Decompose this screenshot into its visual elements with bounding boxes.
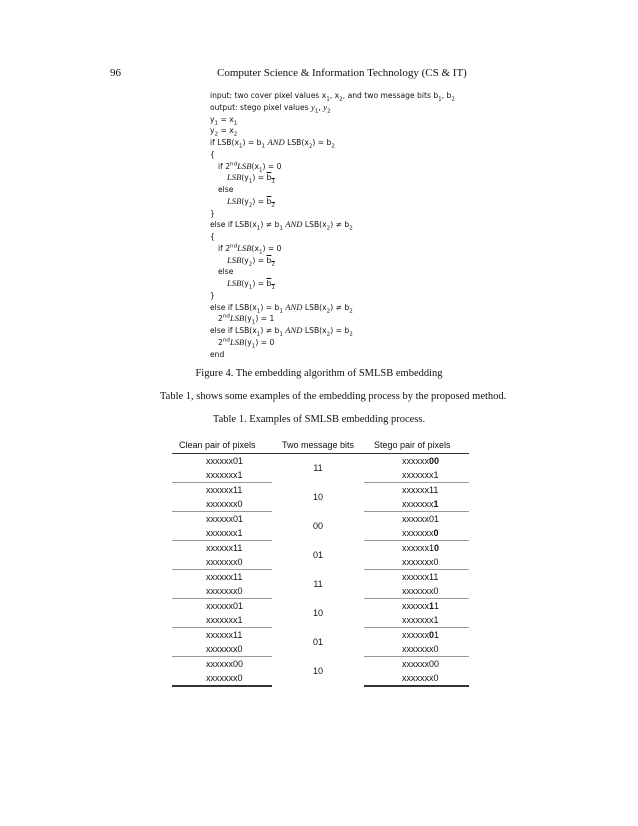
algo-line: $y_2 = x_2$ bbox=[210, 126, 238, 138]
algo-line: else if $LSB(x_1) \ne b_1$ AND $LSB(x_2) = b_2$ bbox=[210, 325, 353, 338]
stego-pixel-cell: xxxxxxx0 bbox=[364, 584, 469, 599]
algo-input-line: input: two cover pixel values $x_1$, $x_2$, and two message bits $b_1$, $b_2$ bbox=[210, 91, 455, 103]
algo-line: $y_1 = x_1$ bbox=[210, 114, 238, 127]
column-header: Clean pair of pixels bbox=[172, 436, 272, 454]
stego-pixel-cell: xxxxxxx1 bbox=[364, 497, 469, 512]
running-head: Computer Science & Information Technology (CS & IT) bbox=[217, 67, 467, 79]
clean-pixel-cell: xxxxxx01 bbox=[206, 456, 244, 466]
algo-line: else if $LSB(x_1) \ne b_1$ AND $LSB(x_2) \ne b_2$ bbox=[210, 219, 353, 232]
algo-line: if $LSB(x_1) = b_1$ AND $LSB(x_2) = b_2$ bbox=[210, 137, 335, 150]
algo-line: if $2ndLSB(x_1) = 0$ bbox=[218, 160, 282, 174]
clean-pixel-cell: xxxxxxx0 bbox=[172, 497, 272, 512]
table-row bbox=[172, 454, 469, 469]
table-row bbox=[172, 599, 469, 614]
table-row bbox=[172, 628, 469, 643]
stego-pixel-cell: xxxxxxx0 bbox=[364, 642, 469, 657]
algorithm-block bbox=[210, 90, 455, 360]
clean-pixel-cell: xxxxxx01 bbox=[206, 601, 244, 611]
table-body bbox=[172, 454, 469, 687]
algo-line: else bbox=[218, 267, 234, 277]
algo-line: } bbox=[210, 290, 215, 300]
page-number: 96 bbox=[110, 67, 121, 79]
changed-bits: 0 bbox=[429, 630, 435, 640]
message-bits-cell: 10 bbox=[312, 492, 323, 502]
algo-line: $LSB(y_2) = b_2$ bbox=[227, 195, 275, 209]
message-bits-cell: 11 bbox=[313, 463, 323, 474]
changed-bits: 0 bbox=[433, 528, 439, 538]
algo-line: { bbox=[210, 232, 215, 241]
table-row bbox=[172, 512, 469, 527]
message-bits-cell: 01 bbox=[312, 637, 323, 647]
smlsb-examples-table bbox=[172, 436, 469, 687]
algo-line: $2ndLSB(y_1) = 1$ bbox=[218, 313, 275, 326]
clean-pixel-cell: xxxxxxx0 bbox=[172, 671, 272, 686]
clean-pixel-cell: xxxxxxx1 bbox=[172, 468, 272, 483]
table-row bbox=[172, 541, 469, 556]
column-header: Stego pair of pixels bbox=[364, 436, 469, 454]
message-bits-cell: 10 bbox=[312, 666, 323, 677]
stego-pixel-cell: xxxxxx10 bbox=[402, 543, 440, 553]
stego-pixel-cell: xxxxxxx0 bbox=[364, 555, 469, 570]
table-row bbox=[172, 483, 469, 498]
clean-pixel-cell: xxxxxx01 bbox=[206, 514, 244, 524]
algo-line: } bbox=[210, 208, 215, 218]
clean-pixel-cell: xxxxxx11 bbox=[206, 485, 243, 495]
column-header: Two message bits bbox=[272, 436, 364, 454]
stego-pixel-cell: xxxxxx01 bbox=[402, 630, 440, 640]
clean-pixel-cell: xxxxxx11 bbox=[206, 630, 243, 640]
clean-pixel-cell: xxxxxx11 bbox=[206, 572, 243, 582]
algo-line: $2ndLSB(y_1) = 0$ bbox=[218, 336, 275, 350]
clean-pixel-cell: xxxxxxx0 bbox=[172, 555, 272, 570]
body-paragraph: Table 1, shows some examples of the embedding process by the proposed method. bbox=[160, 391, 507, 402]
algo-line: $LSB(y_2) = b_2$ bbox=[227, 254, 275, 268]
clean-pixel-cell: xxxxxxx0 bbox=[172, 584, 272, 599]
algo-line: if $2ndLSB(x_1) = 0$ bbox=[218, 242, 282, 256]
stego-pixel-cell: xxxxxxx1 bbox=[364, 468, 469, 483]
algo-line: else bbox=[218, 185, 234, 194]
changed-bits: 1 bbox=[429, 601, 435, 611]
stego-pixel-cell: xxxxxx00 bbox=[402, 456, 440, 466]
table-row bbox=[172, 657, 469, 672]
algo-output-line: output: stego pixel values $y_1$, $y_2$ bbox=[210, 101, 331, 115]
algo-line: $LSB(y_1) = b_1$ bbox=[227, 278, 275, 291]
stego-pixel-cell: xxxxxxx0 bbox=[364, 526, 469, 541]
algo-line: { bbox=[210, 149, 215, 159]
figure-caption: Figure 4. The embedding algorithm of SMLSB embedding bbox=[195, 368, 443, 379]
clean-pixel-cell: xxxxxxx1 bbox=[172, 613, 272, 628]
stego-pixel-cell: xxxxxx11 bbox=[402, 601, 440, 611]
clean-pixel-cell: xxxxxx11 bbox=[206, 543, 243, 553]
algo-line: end bbox=[210, 349, 225, 359]
message-bits-cell: 00 bbox=[312, 521, 323, 531]
message-bits-cell: 01 bbox=[312, 550, 323, 560]
clean-pixel-cell: xxxxxxx0 bbox=[172, 642, 272, 657]
stego-pixel-cell: xxxxxx11 bbox=[402, 485, 439, 495]
algo-line: else if $LSB(x_1) = b_1$ AND $LSB(x_2) \ne b_2$ bbox=[210, 301, 353, 315]
changed-bits: 0 bbox=[434, 543, 440, 553]
algo-line: $LSB(y_1) = b_1$ bbox=[227, 172, 275, 185]
stego-pixel-cell: xxxxxx01 bbox=[402, 514, 440, 524]
table-caption: Table 1. Examples of SMLSB embedding process. bbox=[212, 414, 426, 425]
message-bits-cell: 11 bbox=[313, 579, 323, 589]
message-bits-cell: 10 bbox=[312, 608, 323, 618]
table-row bbox=[172, 570, 469, 585]
stego-pixel-cell: xxxxxx00 bbox=[402, 659, 440, 669]
table-header-row bbox=[172, 436, 469, 454]
clean-pixel-cell: xxxxxxx1 bbox=[172, 526, 272, 541]
stego-pixel-cell: xxxxxx11 bbox=[402, 572, 439, 582]
stego-pixel-cell: xxxxxxx1 bbox=[364, 613, 469, 628]
changed-bits: 00 bbox=[429, 456, 440, 466]
changed-bits: 1 bbox=[433, 499, 439, 509]
clean-pixel-cell: xxxxxx00 bbox=[206, 659, 244, 669]
stego-pixel-cell: xxxxxxx0 bbox=[364, 671, 469, 686]
